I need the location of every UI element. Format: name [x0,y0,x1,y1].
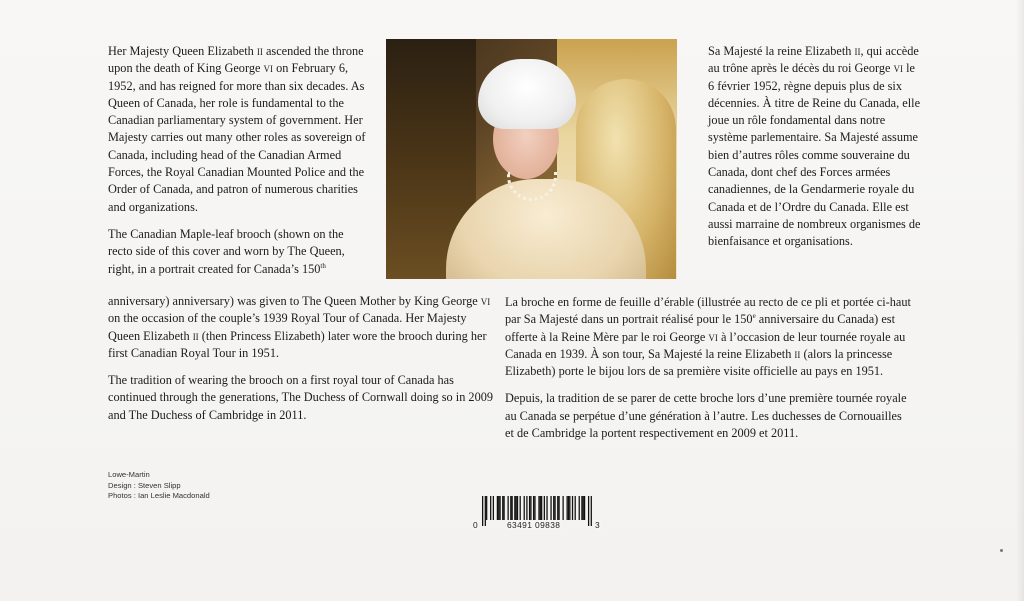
barcode-bar [572,496,573,520]
barcode-bar [584,496,585,520]
barcode-bar [490,496,491,520]
barcode-bar [482,496,483,526]
english-paragraph-3: The tradition of wearing the brooch on a first royal tour of Canada has continued through the generations, The Duchess of Cornwall doing so in 2009 and The Duchess of Cambridge in 2011. [108,373,494,422]
barcode-bar [507,496,508,520]
barcode-bar [541,496,542,520]
barcode-bar [524,496,525,520]
barcode-bar [569,496,570,520]
upc-barcode [470,496,604,532]
barcode-bar [526,496,527,520]
barcode-bar [538,496,539,520]
french-paragraph-1: Sa Majesté la reine Elizabeth ii, qui accède au trône après le décès du roi George vi le 6 février 1952, règne depuis plus de six décennies. À titre de Reine du Canada, elle joue un rôle fondamental dans notre système parlementaire. Sa Majesté assume bien d’autres rôles comme souveraine du Canada, dont chef des Forces armées canadiennes, de la Gendarmerie royale du Canada et de l’Ordre du Canada. Elle est aussi marraine de nombreux organismes de bienfaisance et organisations. [708,44,921,249]
barcode-bar [562,496,563,520]
barcode-bar [534,496,535,520]
barcode-bar [588,496,589,526]
credits-block [108,470,210,502]
barcode-bar [499,496,500,520]
french-text-column [708,43,922,261]
barcode-bar [546,496,547,520]
french-paragraph-3: Depuis, la tradition de se parer de cette broche lors d’une première tournée royale au Canada se perpétue d’une génération à l’autre. Les duchesses de Cornouailles et de Cambridge la portent respectivement en 2009 et 2011. [505,391,907,441]
barcode-bar [553,496,554,520]
envelope-flap-edge [1016,0,1024,601]
barcode-right-digit: 3 [595,520,600,530]
barcode-bar [540,496,541,520]
barcode-left-digit: 0 [473,520,478,530]
design-credit: Design : Steven Slipp [108,480,181,490]
barcode-bar [498,496,499,520]
barcode-bar [502,496,503,520]
queen-portrait-photo [386,39,677,279]
french-paragraph-2: La broche en forme de feuille d’érable (illustrée au recto de ce pli et portée ci-haut par Sa Majesté dans un portrait réalisé pour le 150e anniversaire du Canada) est offerte à la Reine Mère par le roi George vi à l’occasion de leur tournée royale au Canada en 1939. À son tour, Sa Majesté la reine Elizabeth ii (alors la princesse Elizabeth) porte le bijou lors de sa première visite officielle au pays en 1951. [505,295,911,379]
barcode-bar [510,496,511,520]
photo-credit: Photos : Ian Leslie Macdonald [108,491,210,500]
barcode-bar [567,496,568,520]
english-p2-lead: The Canadian Maple-leaf brooch (shown on the recto side of this cover and worn by The Queen, right, in a portrait created for Canada’s 150 [108,226,345,276]
barcode-bar [581,496,582,520]
barcode-bar [557,496,558,520]
barcode-bar [530,496,531,520]
english-paragraph-2-start [108,226,366,278]
barcode-bar [516,496,517,520]
english-paragraph-2-continued: anniversary) anniversary) was given to The Queen Mother by King George vi on the occasion of the couple’s 1939 Royal Tour of Canada. Her Majesty Queen Elizabeth ii (then Princess Elizabeth) later wore the brooch during her first Canadian Royal Tour in 1951. The tradition of wearing the brooch on a first royal tour of Canada has continued through the generations, The Duchess of Cornwall doing so in 2009 and The Duchess of Cambridge in 2011. [108,293,493,434]
barcode-bar [550,496,551,520]
barcode-bar [558,496,559,520]
barcode-bar [503,496,504,520]
english-paragraph-1: Her Majesty Queen Elizabeth ii ascended the throne upon the death of King George vi on February 6, 1952, and has reigned for more than six decades. As Queen of Canada, her role is fundamental to the Canadian parliamentary system of government. Her Majesty carries out many other roles as sovereign of Canada, including head of the Canadian Armed Forces, the Royal Canadian Mounted Police and the Order of Canada, and patron of numerous charities and organizations. [108,44,366,214]
barcode-bar [520,496,521,520]
barcode-bar [529,496,530,520]
french-text-wide [505,294,913,452]
barcode-bar [591,496,592,526]
english-p2-ordinal: th [320,261,326,270]
barcode-bar [486,496,487,520]
barcode-bar [497,496,498,520]
paper-speck [1000,549,1003,552]
barcode-bar [568,496,569,520]
barcode-bar [485,496,486,526]
portrait-hair [478,59,576,129]
barcode-bar [583,496,584,520]
printer-credit: Lowe-Martin [108,470,150,479]
barcode-middle-digits: 63491 09838 [507,520,561,530]
barcode-bar [533,496,534,520]
barcode-bar [579,496,580,520]
barcode-bar [554,496,555,520]
barcode-bar [493,496,494,520]
barcode-bar [517,496,518,520]
barcode-bar [514,496,515,520]
barcode-bar [512,496,513,520]
barcode-bar [575,496,576,520]
